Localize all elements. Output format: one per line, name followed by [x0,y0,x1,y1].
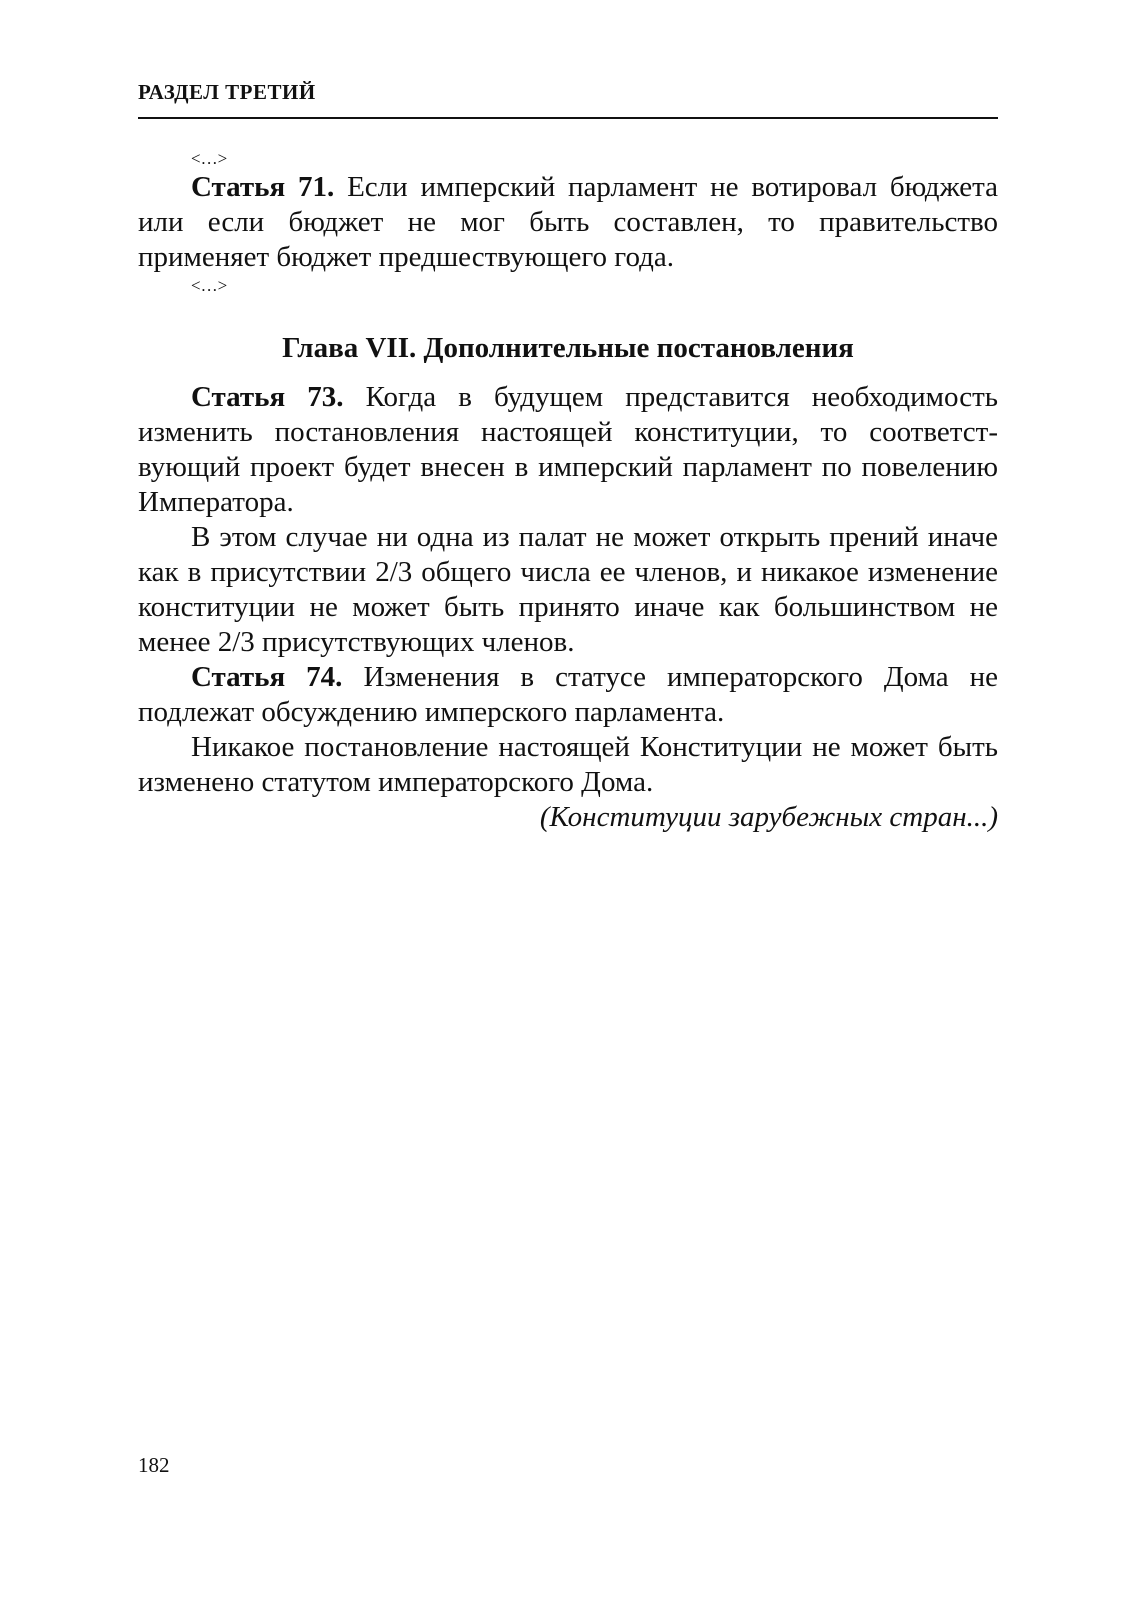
header-rule [138,117,998,119]
page-body [138,148,998,835]
page-number: 182 [138,1453,170,1477]
article-74-paragraph-2: Никакое постановление настоящей Конституции не может быть изменено статутом императорского Дома. [138,731,998,798]
article-74 [138,660,998,730]
chapter-heading: Глава VII. Дополнительные постановления [282,332,854,364]
article-74-text: Изменения в статусе императорского Дома не подлежат обсуждению имперского парламента. [138,661,998,728]
article-73-paragraph-2: В этом случае ни одна из палат не может открыть прений иначе как в присутствии 2/3 общего числа ее членов, и никакое изменение конституции не может быть принято иначе как большинством не менее 2/3 присутствующих членов. [138,521,998,658]
article-73 [138,380,998,520]
running-header: РАЗДЕЛ ТРЕТИЙ [138,80,316,104]
omission-marker-top: <…> [191,149,228,168]
article-74-label: Статья 74. [191,661,343,693]
omission-marker-bottom: <…> [191,276,228,295]
article-71-text: Если имперский парламент не вотировал бюджета или если бюджет не мог быть составлен, то правительство применяет бюджет предшествующего года. [138,171,998,273]
article-71-label: Статья 71. [191,171,335,203]
article-71 [138,170,998,275]
document-page [138,0,998,1601]
article-73-label: Статья 73. [191,381,344,413]
source-citation: (Конституции зарубежных стран...) [539,801,998,833]
article-73-text: Когда в будущем представится необходимость изменить постановления настоящей конституции, то соответствующий проект будет внесен в имперский парламент по повелению Императора. [138,381,998,518]
